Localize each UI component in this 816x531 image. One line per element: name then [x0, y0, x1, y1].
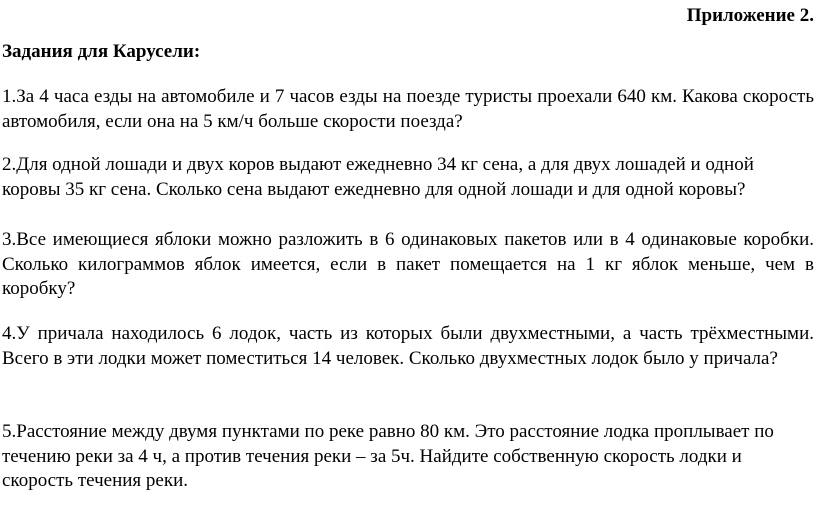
task-5	[2, 420, 814, 494]
task-text: Для одной лошади и двух коров выдают ежедневно 34 кг сена, а для двух лошадей и одной коровы 35 кг сена. Сколько сена выдают ежедневно для одной лошади и для одной коровы?	[2, 154, 754, 200]
task-1	[2, 85, 814, 134]
task-text: Расстояние между двумя пунктами по реке равно 80 км. Это расстояние лодка проплывает по течению реки за 4 ч, а против течения реки – за 5ч. Найдите собственную скорость лодки и скорость течения реки.	[2, 421, 774, 491]
task-number: 4.	[2, 323, 17, 344]
task-number: 3.	[2, 229, 17, 250]
task-text: Все имеющиеся яблоки можно разложить в 6 одинаковых пакетов или в 4 одинаковые коробки. Сколько килограммов яблок имеется, если в пакет помещается на 1 кг яблок меньше, чем в коробку?	[2, 229, 814, 299]
appendix-label: Приложение 2.	[686, 5, 814, 26]
task-text: У причала находилось 6 лодок, часть из которых были двухместными, а часть трёхместными. Всего в эти лодки может поместиться 14 человек. Сколько двухместных лодок было у причала?	[2, 323, 814, 369]
task-number: 1.	[2, 86, 17, 107]
page-heading: Задания для Карусели:	[2, 41, 201, 62]
task-text: За 4 часа езды на автомобиле и 7 часов езды на поезде туристы проехали 640 км. Какова скорость автомобиля, если она на 5 км/ч больше скорости поезда?	[2, 86, 814, 132]
task-number: 2.	[2, 154, 17, 175]
task-2	[2, 153, 814, 202]
task-4	[2, 322, 814, 371]
task-3	[2, 228, 814, 302]
task-number: 5.	[2, 421, 17, 442]
